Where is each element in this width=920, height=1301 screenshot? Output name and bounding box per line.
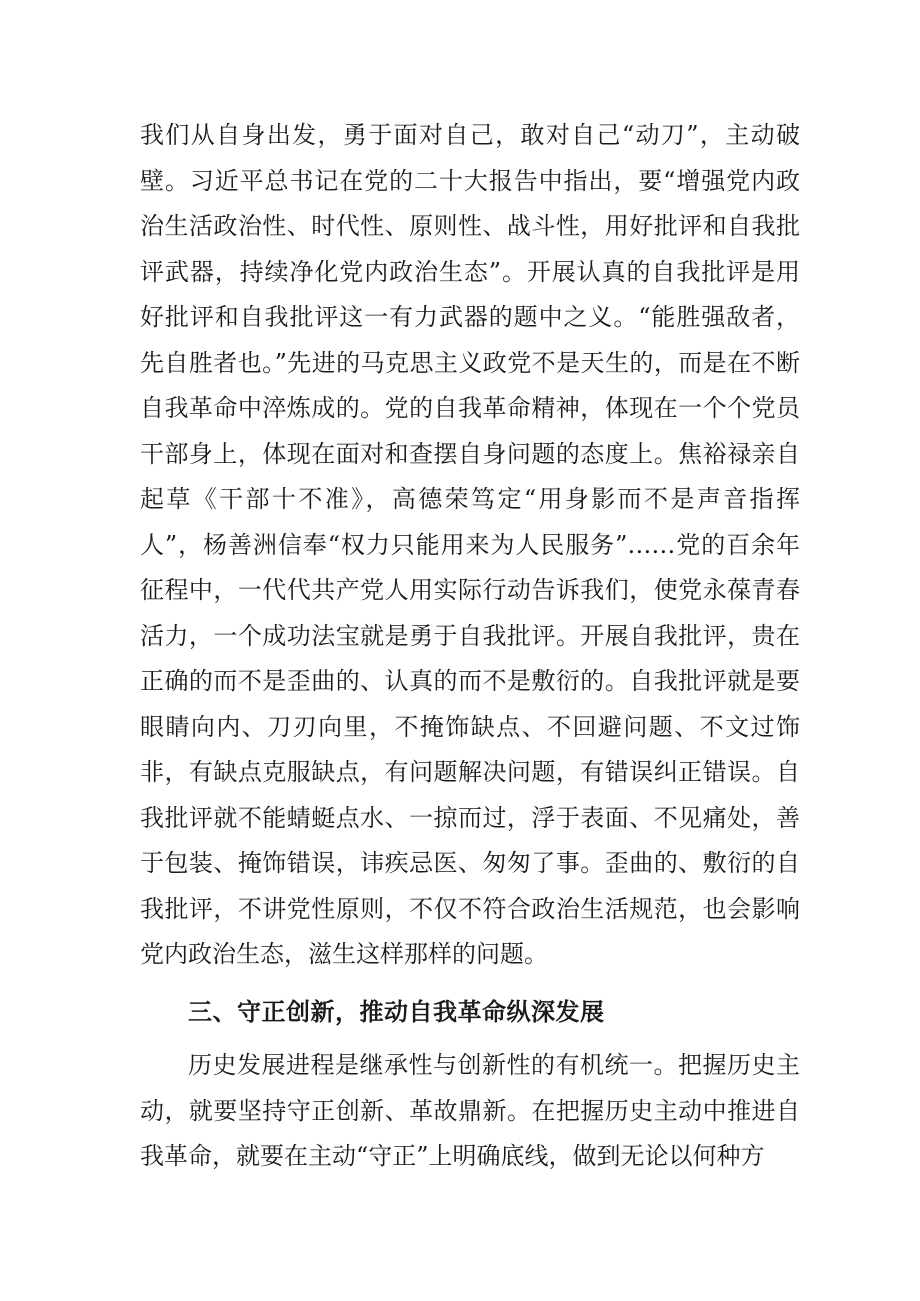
document-body: [140, 113, 800, 1180]
section-heading: 三、守正创新，推动自我革命纵深发展: [188, 997, 605, 1026]
section-body-paragraph: 历史发展进程是继承性与创新性的有机统一。把握历史主动，就要坚持守正创新、革故鼎新。在把握历史主动中推进自我革命，就要在主动“守正”上明确底线，做到无论以何种方: [140, 1051, 800, 1170]
body-paragraph-continued: 我们从自身出发，勇于面对自己，敢对自己“动刀”，主动破壁。习近平总书记在党的二十大报告中指出，要“增强党内政治生活政治性、时代性、原则性、战斗性，用好批评和自我批评武器，持续净化党内政治生态”。开展认真的自我批评是用好批评和自我批评这一有力武器的题中之义。“能胜强敌者，先自胜者也。”先进的马克思主义政党不是天生的，而是在不断自我革命中淬炼成的。党的自我革命精神，体现在一个个党员干部身上，体现在面对和查摆自身问题的态度上。焦裕禄亲自起草《干部十不准》，高德荣笃定“用身影而不是声音指挥人”，杨善洲信奉“权力只能用来为人民服务”……党的百余年征程中，一代代共产党人用实际行动告诉我们，使党永葆青春活力，一个成功法宝就是勇于自我批评。开展自我批评，贵在正确的而不是歪曲的、认真的而不是敷衍的。自我批评就是要眼睛向内、刀刃向里，不掩饰缺点、不回避问题、不文过饰非，有缺点克服缺点，有问题解决问题，有错误纠正错误。自我批评就不能蜻蜓点水、一掠而过，浮于表面、不见痛处，善于包装、掩饰错误，讳疾忌医、匆匆了事。歪曲的、敷衍的自我批评，不讲党性原则，不仅不符合政治生活规范，也会影响党内政治生态，滋生这样那样的问题。: [140, 121, 800, 968]
